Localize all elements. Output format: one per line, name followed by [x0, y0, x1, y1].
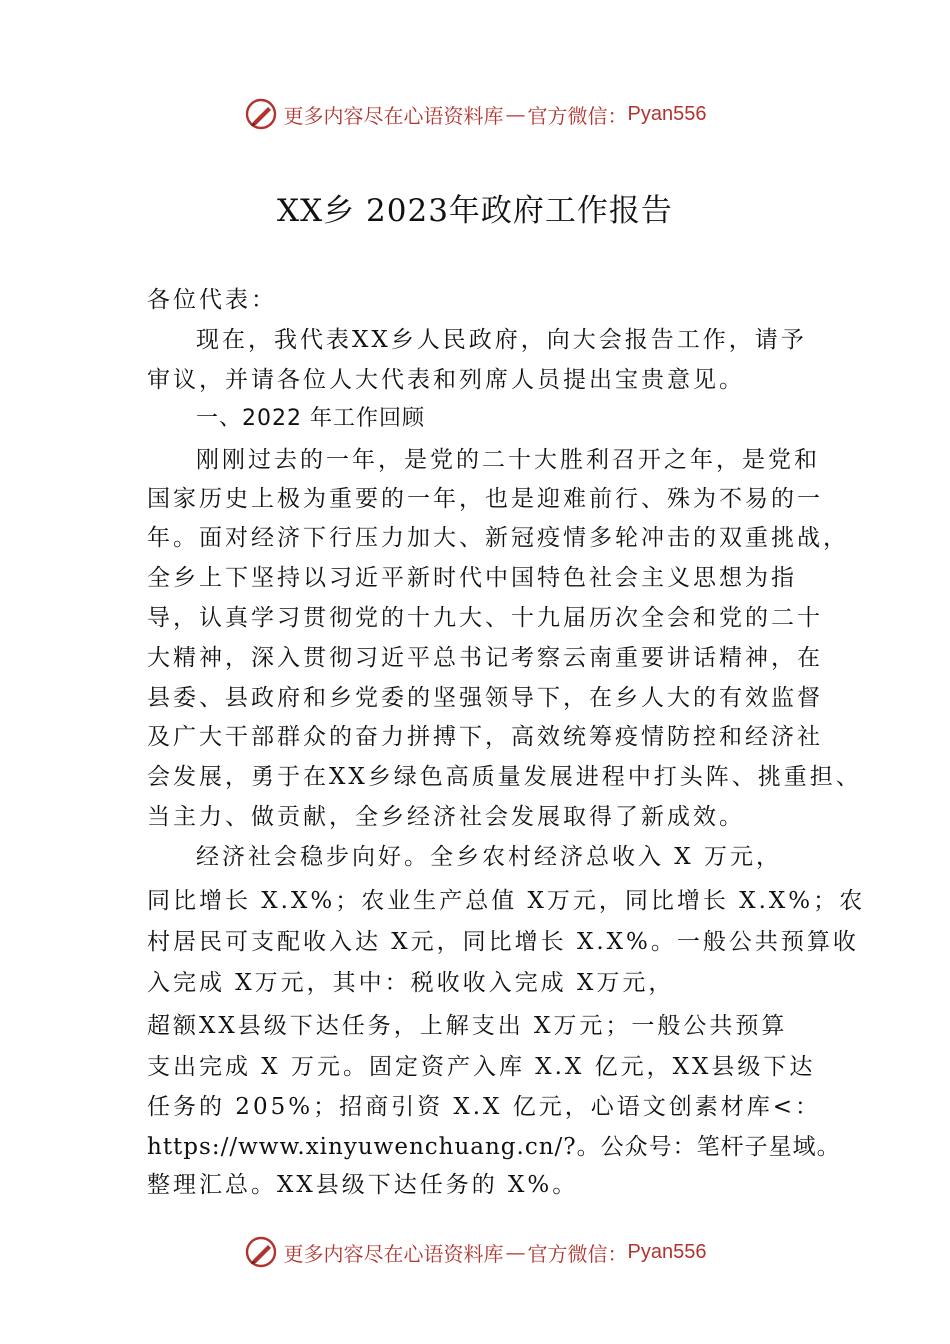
- para1-line-6: 大精神，深入贯彻习近平总书记考察云南重要讲话精神，在: [147, 645, 823, 671]
- para2-line-5: 超额XX县级下达任务，上解支出 X万元；一般公共预算: [147, 1013, 788, 1039]
- para2-line-7: 任务的 205%；招商引资 X.X 亿元，心语文创素材库<：: [147, 1094, 822, 1120]
- banner-dash: —: [505, 1240, 526, 1264]
- para2-line-2: 同比增长 X.X%；农业生产总值 X万元，同比增长 X.X%；农: [147, 888, 866, 914]
- watermark-banner-bottom: [0, 1232, 950, 1272]
- para2-line-8: https://www.xinyuwenchuang.cn/?。公众号：笔杆子星域。: [147, 1134, 841, 1160]
- pen-logo-icon: [244, 97, 278, 131]
- para2-line-1: 经济社会稳步向好。全乡农村经济总收入 X 万元，: [196, 844, 782, 870]
- para1-line-9: 会发展，勇于在XX乡绿色高质量发展进程中打头阵、挑重担、: [147, 764, 862, 790]
- para2-line-4: 入完成 X万元，其中：税收收入完成 X万元，: [147, 970, 675, 996]
- banner-handle: Pyan556: [627, 102, 707, 125]
- para2-line-3: 村居民可支配收入达 X元，同比增长 X.X%。一般公共预算收: [147, 929, 859, 955]
- salutation: 各位代表：: [147, 287, 277, 313]
- watermark-banner-top: [0, 94, 950, 134]
- intro-line-1: 现在，我代表XX乡人民政府，向大会报告工作，请予: [196, 327, 807, 353]
- section-heading: 一、2022 年工作回顾: [196, 406, 425, 431]
- para1-line-4: 全乡上下坚持以习近平新时代中国特色社会主义思想为指: [147, 565, 797, 591]
- document-title: XX乡 2023年政府工作报告: [277, 193, 673, 229]
- banner-official: 官方微信：: [527, 1243, 628, 1266]
- para1-line-5: 导，认真学习贯彻党的十九大、十九届历次全会和党的二十: [147, 605, 823, 631]
- banner-dash: —: [505, 102, 526, 126]
- para1-line-1: 刚刚过去的一年，是党的二十大胜利召开之年，是党和: [196, 447, 820, 473]
- para1-line-2: 国家历史上极为重要的一年，也是迎难前行、殊为不易的一: [147, 486, 823, 512]
- para2-line-6: 支出完成 X 万元。固定资产入库 X.X 亿元，XX县级下达: [147, 1054, 816, 1080]
- banner-handle: Pyan556: [627, 1240, 707, 1263]
- intro-line-2: 审议，并请各位人大代表和列席人员提出宝贵意见。: [147, 367, 745, 393]
- para1-line-3: 年。面对经济下行压力加大、新冠疫情多轮冲击的双重挑战，: [147, 525, 849, 551]
- para1-line-10: 当主力、做贡献，全乡经济社会发展取得了新成效。: [147, 804, 745, 830]
- banner-official: 官方微信：: [527, 105, 628, 128]
- banner-text: 更多内容尽在心语资料库: [283, 103, 504, 128]
- pen-logo-icon: [244, 1235, 278, 1269]
- banner-text: 更多内容尽在心语资料库: [283, 1241, 504, 1266]
- para1-line-8: 及广大干部群众的奋力拼搏下，高效统筹疫情防控和经济社: [147, 724, 823, 750]
- para2-line-9: 整理汇总。XX县级下达任务的 X%。: [147, 1172, 579, 1198]
- para1-line-7: 县委、县政府和乡党委的坚强领导下，在乡人大的有效监督: [147, 685, 823, 711]
